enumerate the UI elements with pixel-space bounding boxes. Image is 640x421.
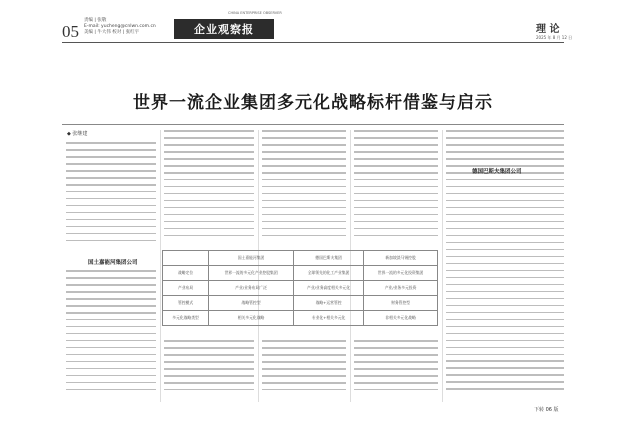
body-text-column xyxy=(262,340,346,396)
masthead: 企业观察报 xyxy=(174,19,274,39)
table-cell: 专业化+相关多元化 xyxy=(294,311,364,326)
table-row xyxy=(163,311,438,326)
table-row xyxy=(163,251,438,266)
table-cell: 产业布局 xyxy=(163,281,209,296)
article-title: 世界一流企业集团多元化战略标杆借鉴与启示 xyxy=(133,93,493,113)
body-text-column xyxy=(66,142,156,247)
table-cell: 财务管控型 xyxy=(364,296,438,311)
body-text-column xyxy=(164,130,254,242)
table-cell: 管控模式 xyxy=(163,296,209,311)
subheading: 国土嘉能河集团公司 xyxy=(88,260,138,266)
table-cell xyxy=(163,251,209,266)
column-divider xyxy=(160,130,161,402)
table-cell: 战略管控型 xyxy=(209,296,294,311)
masthead-subtitle: CHINA ENTERPRISE OBSERVER xyxy=(228,11,282,15)
body-text-column xyxy=(354,340,438,396)
meta-line: 责编 | 张敬 xyxy=(84,18,107,23)
column-divider xyxy=(442,130,443,402)
table-cell: 世界一流的多元化投资集团 xyxy=(364,266,438,281)
table-row xyxy=(163,266,438,281)
issue-date: 2025 年 8 月 12 日 xyxy=(536,35,573,40)
editor-meta xyxy=(84,18,156,36)
title-divider xyxy=(62,124,564,125)
author-byline: ◆ 张继建 xyxy=(67,131,88,137)
meta-line: 美编 | 牛大伟 校对 | 张红宇 xyxy=(84,30,140,35)
subheading: 德国巴斯夫集团公司 xyxy=(472,169,522,175)
section-label: 理 论 xyxy=(536,24,560,35)
page-number: 05 xyxy=(62,22,79,41)
meta-line: E-mail: yucheng@cnlwn.com.cn xyxy=(84,24,156,29)
header-divider xyxy=(62,42,564,43)
table-cell: 新加坡淡马锡控股 xyxy=(364,251,438,266)
table-cell: 世界一流的多元化产业控股集团 xyxy=(209,266,294,281)
table-cell: 国土嘉能河集团 xyxy=(209,251,294,266)
table-cell: 战略+运营管控 xyxy=(294,296,364,311)
table-cell: 德国巴斯夫集团 xyxy=(294,251,364,266)
table-cell: 战略定位 xyxy=(163,266,209,281)
table-row xyxy=(163,281,438,296)
table-cell: 产业/业务多元投资 xyxy=(364,281,438,296)
comparison-table xyxy=(162,250,438,326)
table-cell: 相关多元化战略 xyxy=(209,311,294,326)
body-text-column xyxy=(262,130,346,242)
table-cell: 产业/业务高度相关多元化 xyxy=(294,281,364,296)
table-cell: 多元化战略类型 xyxy=(163,311,209,326)
body-text-column xyxy=(66,270,156,396)
table-cell: 全球领先的化工产业集团 xyxy=(294,266,364,281)
table-row xyxy=(163,296,438,311)
continued-note: 下转 06 版 xyxy=(534,407,559,413)
table-cell: 产业/业务布局广泛 xyxy=(209,281,294,296)
table-cell: 非相关多元化战略 xyxy=(364,311,438,326)
body-text-column xyxy=(354,130,438,242)
body-text-column xyxy=(164,340,254,396)
page-header xyxy=(0,0,640,44)
